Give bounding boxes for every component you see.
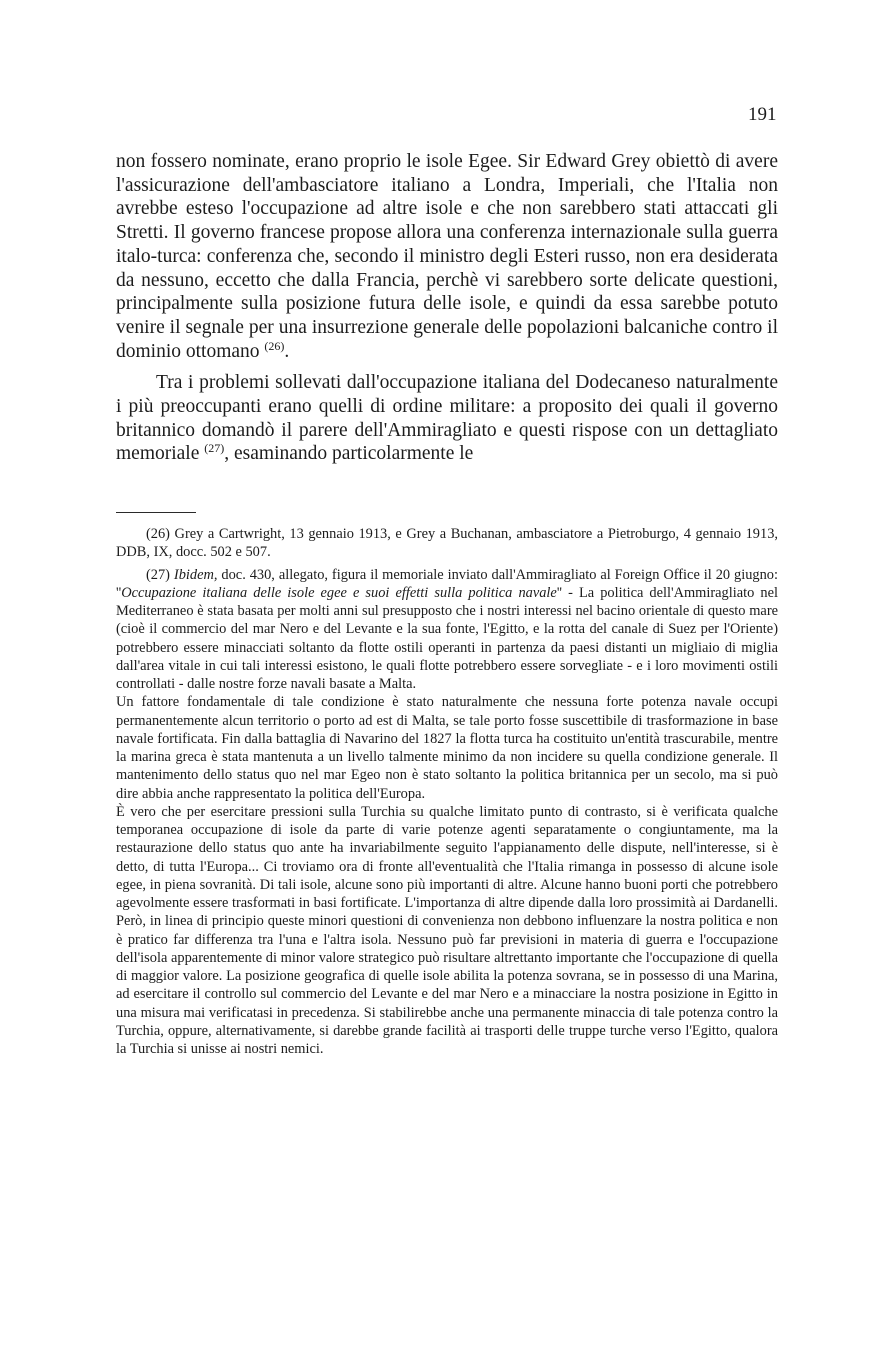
paragraph-1-end: . xyxy=(284,340,290,362)
footnote-27-ibidem: Ibidem, xyxy=(173,566,218,583)
paragraph-1-text: non fossero nominate, erano proprio le isole Egee. Sir Edward Grey obiettò di avere l'assicurazione dell'ambasciatore italiano a Londra, Imperiali, che l'Italia non avrebbe esteso l'occupazione ad altre isole e che non sarebbero stati attaccati gli Stretti. Il governo francese propose allora una conferenza internazionale sulla guerra italo-turca: conferenza che, secondo il ministro degli Esteri russo, non era desiderata da nessuno, eccetto che dalla Francia, perchè vi sarebbero sorte delicate questioni, principalmente sulla posizione futura delle isole, e quindi da essa sarebbe potuto venire il segnale per una insurrezione generale delle popolazioni balcaniche contro il dominio ottomano xyxy=(116,151,778,362)
footnote-ref-26[interactable]: (26) xyxy=(264,338,285,353)
page-number: 191 xyxy=(748,104,777,125)
footnotes xyxy=(116,525,778,1058)
body-text xyxy=(116,150,778,466)
footnote-27 xyxy=(116,566,778,694)
footnote-ref-27[interactable]: (27) xyxy=(204,441,225,456)
footnote-27-text-1: doc. 430, allegato, figura il memoriale inviato dall'Ammiragliato al Foreign Office il 20 giugno: '' xyxy=(116,566,778,601)
footnote-27-continuation-1: Un fattore fondamentale di tale condizione è stato naturalmente che nessuna forte potenza navale occupi permanentemente alcun territorio o porto ad est di Malta, se tale porto fosse suscettibile di trasformazione in base navale fortificata. Fin dalla battaglia di Navarino del 1827 la flotta turca ha costituito un'entità trascurabile, mentre la marina greca è stata mantenuta a un livello talmente minimo da non incidere su quella condizione generale. Il mantenimento dello status quo nel mar Egeo non è stato soltanto la politica britannica per un secolo, ma si può dire abbia anche rappresentato la politica dell'Europa. xyxy=(116,694,778,802)
footnote-27-number: (27) xyxy=(146,566,170,583)
paragraph-2-end: , esaminando particolarmente le xyxy=(224,443,474,465)
footnote-divider xyxy=(116,512,196,513)
footnote-27-text-2: '' - La politica dell'Ammiragliato nel Mediterraneo è stata basata per molti anni sul presupposto che i nostri interessi nel bacino orientale di questo mare (cioè il commercio del mar Nero e del Levante e la sua fonte, l'Egitto, e la rotta del canale di Suez per l'Oriente) potrebbero essere minacciati soltanto da flotte ostili operanti in partenza da paesi distanti un migliaio di miglia dall'area vitale in cui tali interessi esistono, le quali flotte potrebbero essere sorvegliate - e i loro movimenti ostili controllati - dalle nostre forze navali basate a Malta. xyxy=(116,584,778,692)
footnote-27-continuation-2: È vero che per esercitare pressioni sulla Turchia su qualche limitato punto di contrasto, si è verificata qualche temporanea occupazione di isole da parte di varie potenze agenti separatamente o congiuntamente, ma la restaurazione dello status quo ante ha invariabilmente seguito l'appianamento delle dispute, nell'interesse, si è detto, di tutta l'Europa... Ci troviamo ora di fronte all'eventualità che l'Italia rimanga in possesso di alcune isole egee, in piena sovranità. Di tali isole, alcune sono più importanti di altre. Alcune hanno buoni porti che potrebbero agevolmente essere trasformati in basi fortificate. L'importanza di altre dipende dalla loro prossimità ai Dardanelli. Però, in linea di principio queste minori questioni di convenienza non debbono influenzare la nostra politica e non è pratico far differenza tra l'una e l'altra isola. Nessuno può far previsioni in materia di guerra e l'occupazione dell'isola apparentemente di minor valore strategico può risultare altrettanto importante che l'occupazione di quella di maggior valore. La posizione geografica di quelle isole abilita la potenza sovrana, se in possesso di una Marina, ad esercitare il controllo sul commercio del Levante e del mar Nero e a minacciare la nostra posizione in Egitto in una misura mai verificatasi in precedenza. Si stabilirebbe anche una permanente minaccia di tale potenza contro la Turchia, oppure, alternativamente, si darebbe grande facilità ai trasporti delle truppe turche verso l'Egitto, qualora la Turchia si unisse ai nostri nemici. xyxy=(116,803,778,1057)
footnote-26: (26) Grey a Cartwright, 13 gennaio 1913, e Grey a Buchanan, ambasciatore a Pietroburgo, 4 gennaio 1913, DDB, IX, docc. 502 e 507. xyxy=(116,526,778,561)
paragraph-2 xyxy=(116,371,778,466)
paragraph-1 xyxy=(116,150,778,363)
footnote-27-title: Occupazione italiana delle isole egee e suoi effetti sulla politica navale xyxy=(121,584,557,601)
paragraph-2-text: Tra i problemi sollevati dall'occupazione italiana del Dodecaneso naturalmente i più preoccupanti erano quelli di ordine militare: a proposito dei quali il governo britannico domandò il parere dell'Ammiragliato e questi rispose con un dettagliato memoriale xyxy=(116,372,778,465)
